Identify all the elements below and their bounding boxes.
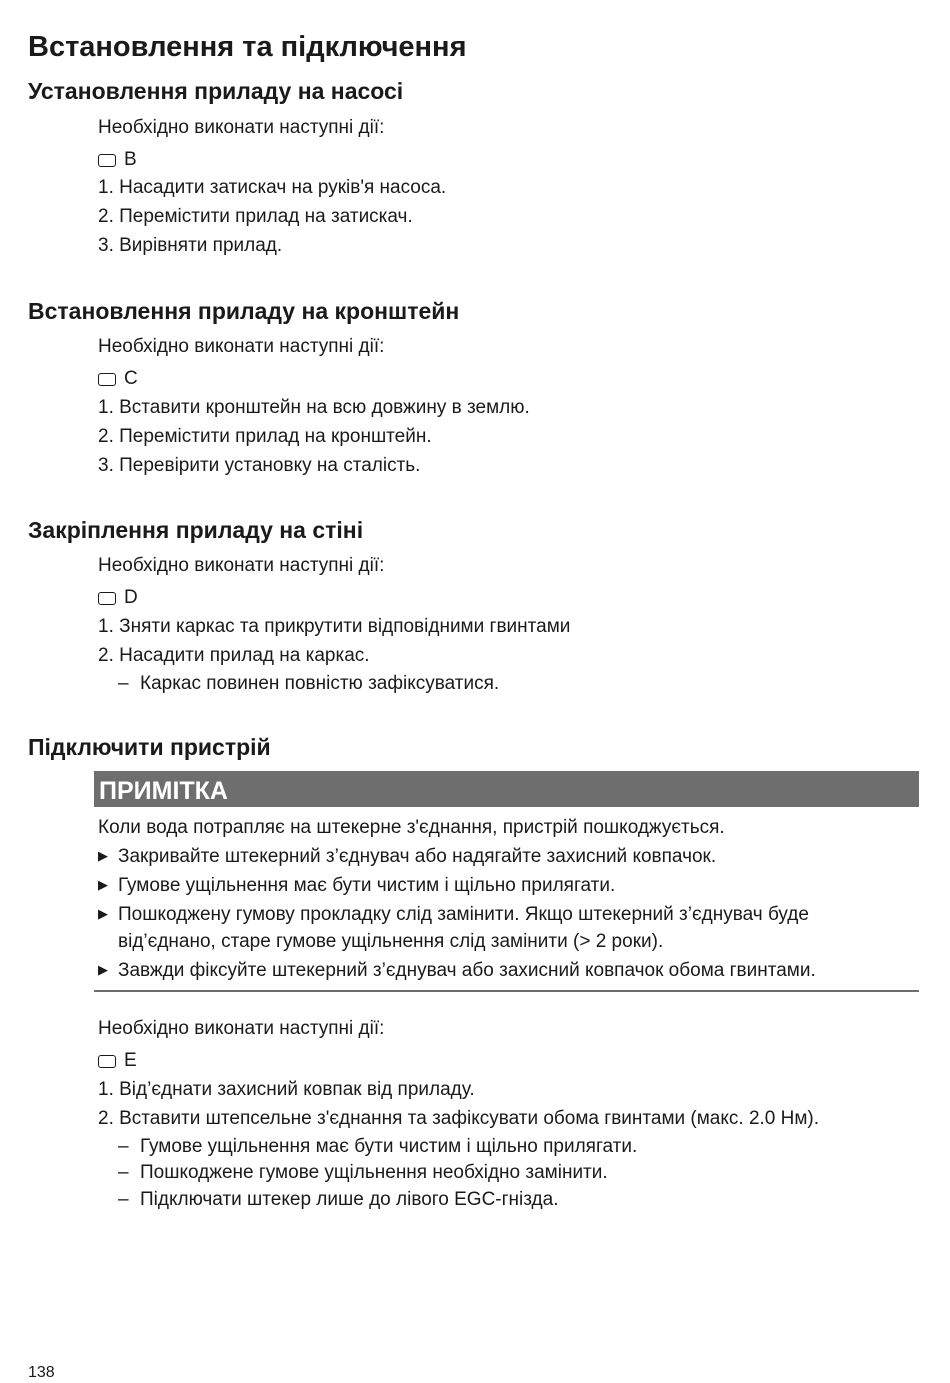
- step: 1. Насадити затискач на рукiв'я насоса.: [98, 177, 447, 198]
- figure-icon: [98, 592, 116, 605]
- note-header: ПРИМІТКА: [94, 771, 919, 807]
- step: 3. Перевірити установку на сталість.: [98, 455, 421, 476]
- bullet-icon: ▶: [98, 877, 108, 892]
- substep-text: Каркас повинен повністю зафіксуватися.: [140, 673, 500, 694]
- note-bullet: [98, 904, 809, 926]
- note-bullet: [98, 960, 816, 982]
- section-intro: Необхідно виконати наступні дії:: [98, 117, 385, 138]
- step: 2. Вставити штепсельне з'єднання та зафіксувати обома гвинтами (макс. 2.0 Нм).: [98, 1108, 820, 1129]
- step: 1. Від’єднати захисний ковпак від приладу.: [98, 1079, 475, 1100]
- note-text: Коли вода потрапляє на штекерне з'єднання, пристрій пошкоджується.: [98, 817, 725, 838]
- section-heading-wall: Закріплення приладу на стіні: [28, 517, 364, 543]
- step: 2. Перемістити прилад на затискач.: [98, 206, 413, 227]
- figure-icon: [98, 1055, 116, 1068]
- figure-ref: [98, 149, 137, 171]
- section-heading-bracket: Встановлення приладу на кронштейн: [28, 298, 460, 324]
- dash: –: [118, 673, 129, 694]
- substep: [118, 1162, 608, 1184]
- section-intro: Необхідно виконати наступні дії:: [98, 555, 385, 576]
- page-title: Встановлення та підключення: [28, 31, 467, 63]
- note-bullet-continuation: від’єднано, старе гумове ущільнення слід замінити (> 2 роки).: [118, 931, 664, 952]
- bullet-text: Завжди фіксуйте штекерний з’єднувач або захисний ковпачок обома гвинтами.: [118, 960, 816, 981]
- section-heading-connect: Підключити пристрій: [28, 734, 271, 760]
- bullet-text: Закривайте штекерний з’єднувач або надягайте захисний ковпачок.: [118, 846, 717, 867]
- figure-ref: [98, 1050, 137, 1072]
- bullet-text: Гумове ущільнення має бути чистим і щільно прилягати.: [118, 875, 616, 896]
- figure-icon: [98, 154, 116, 167]
- figure-label: E: [124, 1050, 137, 1071]
- page-number: 138: [28, 1364, 55, 1381]
- figure-ref: [98, 587, 138, 609]
- figure-label: B: [124, 149, 137, 170]
- section-heading-pump: Установлення приладу на насосі: [28, 78, 404, 104]
- step: 2. Насадити прилад на каркас.: [98, 645, 370, 666]
- dash: –: [118, 1189, 129, 1210]
- bullet-icon: ▶: [98, 962, 108, 977]
- figure-label: C: [124, 368, 138, 389]
- note-bullet: [98, 846, 716, 868]
- substep-text: Гумове ущільнення має бути чистим і щільно прилягати.: [140, 1136, 638, 1157]
- substep: [118, 1189, 559, 1211]
- bullet-text: Пошкоджену гумову прокладку слід замінити. Якщо штекерний з’єднувач буде: [118, 904, 809, 925]
- section-intro: Необхідно виконати наступні дії:: [98, 336, 385, 357]
- section-intro: Необхідно виконати наступні дії:: [98, 1018, 385, 1039]
- substep-text: Підключати штекер лише до лівого EGC-гнізда.: [140, 1189, 559, 1210]
- step: 1. Зняти каркас та прикрутити відповідними гвинтами: [98, 616, 571, 637]
- step: 3. Вирівняти прилад.: [98, 235, 283, 256]
- figure-label: D: [124, 587, 138, 608]
- figure-icon: [98, 373, 116, 386]
- substep: [118, 1136, 637, 1158]
- bullet-icon: ▶: [98, 906, 108, 921]
- step: 1. Вставити кронштейн на всю довжину в землю.: [98, 397, 530, 418]
- step: 2. Перемістити прилад на кронштейн.: [98, 426, 432, 447]
- note-bullet: [98, 875, 615, 897]
- dash: –: [118, 1162, 129, 1183]
- note-bottom-rule: [94, 990, 919, 992]
- substep: [118, 673, 499, 695]
- substep-text: Пошкоджене гумове ущільнення необхідно замінити.: [140, 1162, 608, 1183]
- figure-ref: [98, 368, 138, 390]
- bullet-icon: ▶: [98, 848, 108, 863]
- dash: –: [118, 1136, 129, 1157]
